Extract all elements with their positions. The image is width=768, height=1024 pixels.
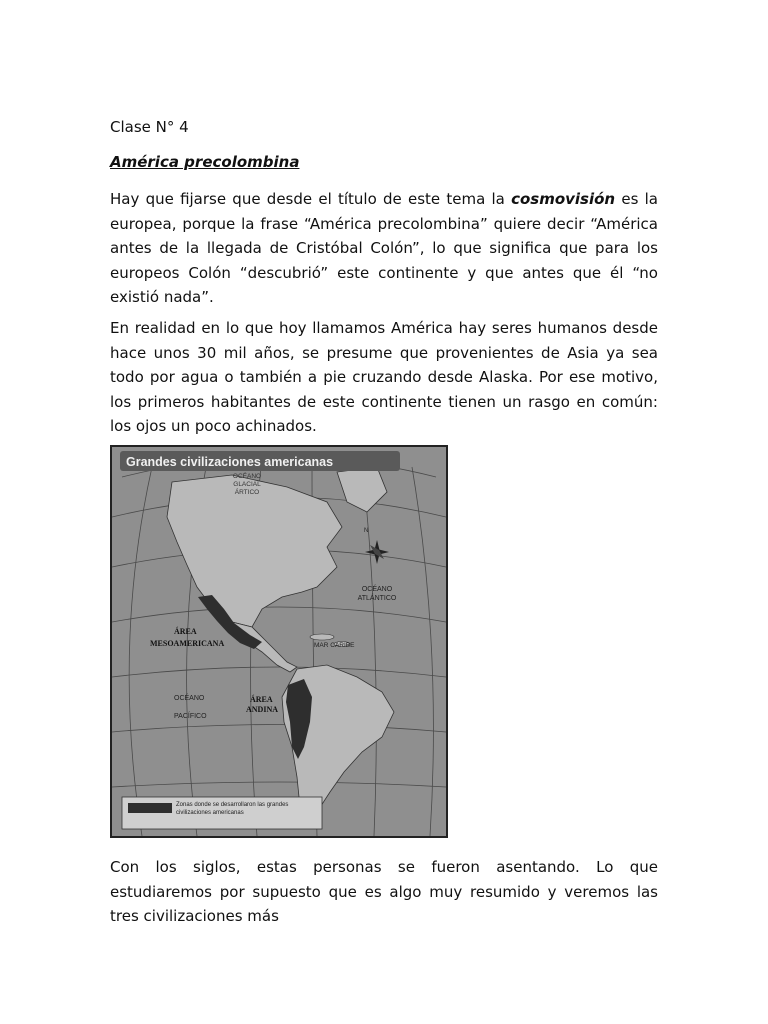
paragraph-1-emphasis: cosmovisión xyxy=(511,190,616,208)
paragraph-1-text-b: es la europea, porque la frase “América precolombina” quiere decir “América antes de la llegada de Cristóbal Colón”, lo que significa que para los europeos Colón “descubrió” este continente y que antes que él “no existió nada”. xyxy=(110,190,658,306)
label-oceano-atlantico: OCÉANO ATLÁNTICO xyxy=(357,586,397,602)
paragraph-2: En realidad en lo que hoy llamamos América hay seres humanos desde hace unos 30 mil años, se presume que provenientes de Asia ya sea todo por agua o también a pie cruzando desde Alaska. Por ese motivo, los primeros habitantes de este continente tienen un rasgo en común: los ojos un poco achinados. xyxy=(110,319,658,435)
paragraph-3: Con los siglos, estas personas se fueron asentando. Lo que estudiaremos por supuesto que es algo muy resumido y veremos las tres civilizaciones más xyxy=(110,858,658,925)
label-oceano-glacial: OCÉANO GLACIAL ÁRTICO xyxy=(232,473,262,496)
greenland-landmass xyxy=(337,467,387,512)
label-area-andina-2: ANDINA xyxy=(246,705,278,714)
label-mar-caribe: MAR CARIBE xyxy=(314,642,355,649)
label-area-mesoamericana-1: ÁREA xyxy=(174,627,197,636)
compass-north-label: N xyxy=(364,528,369,534)
map-legend-swatch xyxy=(128,803,172,813)
map-title: Grandes civilizaciones americanas xyxy=(126,455,334,469)
paragraph-1-text-a: Hay que fijarse que desde el título de este tema la xyxy=(110,190,512,208)
paragraph-1 xyxy=(110,187,658,310)
americas-map xyxy=(110,445,448,838)
label-oceano-pacifico-2: PACÍFICO xyxy=(174,713,207,720)
label-area-mesoamericana-2: MESOAMERICANA xyxy=(150,639,225,648)
label-oceano-pacifico-1: OCÉANO xyxy=(174,695,205,702)
map-legend-text: Zonas donde se desarrollaron las grandes civilizaciones americanas xyxy=(176,802,289,816)
north-america-landmass xyxy=(167,475,342,627)
class-heading: Clase N° 4 xyxy=(110,118,189,136)
document-title: América precolombina xyxy=(110,153,300,171)
label-area-andina-1: ÁREA xyxy=(250,695,273,704)
caribbean-island xyxy=(310,634,334,640)
compass-rose-icon xyxy=(365,540,389,564)
